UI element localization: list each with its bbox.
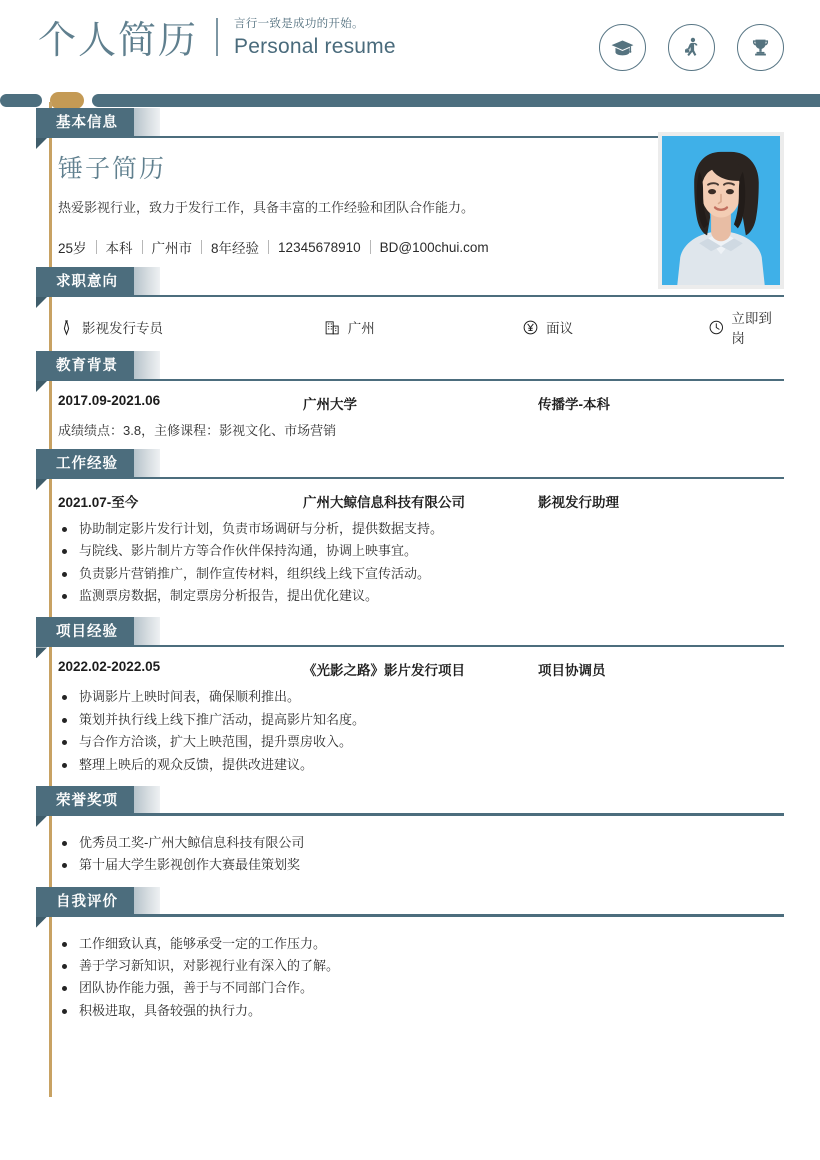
meta-divider (268, 240, 269, 254)
section-tab-extension (134, 617, 160, 647)
tie-icon (58, 319, 75, 336)
project-body (36, 647, 784, 785)
project-name: 《光影之路》影片发行项目 (303, 663, 465, 679)
list-item: 积极进取，具备较强的执行力。 (58, 1000, 784, 1022)
section-self-evaluation (36, 887, 784, 1032)
education-major: 传播学-本科 (538, 397, 610, 412)
work-body (36, 479, 784, 617)
section-basic-info (36, 108, 784, 267)
section-header (36, 351, 784, 381)
education-date: 2017.09-2021.06 (58, 393, 161, 408)
section-tab-extension (134, 786, 160, 816)
list-item: 与院线、影片制片方等合作伙伴保持沟通，协调上映事宜。 (58, 540, 784, 562)
section-work-experience (36, 449, 784, 617)
section-tab-label: 教育背景 (36, 351, 134, 381)
yen-circle-icon (522, 319, 539, 336)
page-title-en: Personal resume (234, 34, 396, 58)
intent-position (58, 317, 324, 337)
meta-experience: 8年经验 (211, 241, 260, 256)
avatar (658, 132, 784, 289)
meta-city: 广州市 (151, 241, 193, 256)
work-date: 2021.07-至今 (58, 495, 139, 510)
meta-phone: 12345678910 (278, 239, 361, 255)
rule-pill-gold (50, 92, 84, 109)
meta-divider (142, 240, 143, 254)
work-company: 广州大鲸信息科技有限公司 (303, 495, 465, 510)
meta-email: BD@100chui.com (379, 239, 489, 255)
section-tab-extension (134, 351, 160, 381)
list-item: 负责影片营销推广，制作宣传材料，组织线上线下宣传活动。 (58, 563, 784, 585)
list-item: 善于学习新知识，对影视行业有深入的了解。 (58, 955, 784, 977)
self-evaluation-body (36, 917, 784, 1032)
intent-position-text: 影视发行专员 (82, 321, 163, 336)
clock-icon (708, 319, 725, 336)
intent-availability-text: 立即到岗 (731, 311, 772, 346)
section-job-intention (36, 267, 784, 351)
section-tab-extension (134, 267, 160, 297)
job-intention-row (36, 297, 784, 351)
education-school: 广州大学 (303, 397, 357, 412)
page-header (0, 0, 820, 88)
section-tab-extension (134, 108, 160, 138)
section-rule (36, 477, 784, 480)
trophy-icon (737, 24, 784, 71)
graduation-cap-icon (599, 24, 646, 71)
project-role: 项目协调员 (538, 663, 606, 679)
section-tab-label: 基本信息 (36, 108, 134, 138)
section-rule (36, 914, 784, 917)
section-rule (36, 645, 784, 648)
businessman-walking-icon (668, 24, 715, 71)
section-tab-label: 工作经验 (36, 449, 134, 479)
list-item: 与合作方洽谈，扩大上映范围，提升票房收入。 (58, 731, 784, 753)
intent-city (324, 317, 522, 337)
list-item: 协助制定影片发行计划，负责市场调研与分析，提供数据支持。 (58, 518, 784, 540)
section-honors (36, 786, 784, 887)
meta-divider (96, 240, 97, 254)
list-item: 团队协作能力强，善于与不同部门合作。 (58, 977, 784, 999)
section-header (36, 617, 784, 647)
page-title: 个人简历 (38, 20, 199, 62)
header-rule-bar (0, 92, 820, 108)
section-header (36, 267, 784, 297)
project-bullet-list (58, 686, 784, 775)
education-detail: 成绩绩点：3.8，主修课程：影视文化、市场营销 (58, 423, 337, 438)
section-education (36, 351, 784, 449)
section-header (36, 887, 784, 917)
meta-degree: 本科 (105, 241, 133, 256)
self-bullet-list (58, 933, 784, 1022)
education-entry-head (58, 393, 784, 413)
meta-divider (370, 240, 371, 254)
basic-info-body (36, 138, 784, 267)
intent-city-text: 广州 (347, 321, 375, 336)
section-tab-extension (134, 887, 160, 917)
work-entry-head (58, 491, 784, 511)
section-header (36, 449, 784, 479)
section-tab-label: 荣誉奖项 (36, 786, 134, 816)
section-rule (36, 813, 784, 816)
section-header (36, 786, 784, 816)
section-tab-extension (134, 449, 160, 479)
rule-pill-teal (0, 94, 42, 107)
intent-availability (708, 307, 784, 347)
project-date: 2022.02-2022.05 (58, 659, 161, 675)
brand-subtitle-block (218, 16, 396, 60)
candidate-intro: 热爱影视行业，致力于发行工作，具备丰富的工作经验和团队合作能力。 (58, 199, 475, 215)
header-icon-group (599, 24, 784, 71)
resume-body (0, 108, 820, 1032)
work-bullet-list (58, 518, 784, 607)
section-tab-label: 求职意向 (36, 267, 134, 297)
building-icon (324, 319, 341, 336)
project-entry-head (58, 659, 784, 679)
honors-bullet-list (58, 832, 784, 877)
list-item: 策划并执行线上线下推广活动，提高影片知名度。 (58, 709, 784, 731)
meta-age: 25岁 (58, 241, 87, 256)
list-item: 优秀员工奖-广州大鲸信息科技有限公司 (58, 832, 784, 854)
work-role: 影视发行助理 (538, 495, 619, 510)
section-rule (36, 379, 784, 382)
rule-bar-long (92, 94, 820, 107)
list-item: 工作细致认真，能够承受一定的工作压力。 (58, 933, 784, 955)
education-body (36, 381, 784, 449)
list-item: 协调影片上映时间表，确保顺利推出。 (58, 686, 784, 708)
intent-salary-text: 面议 (546, 321, 574, 336)
list-item: 监测票房数据，制定票房分析报告，提出优化建议。 (58, 585, 784, 607)
section-tab-label: 自我评价 (36, 887, 134, 917)
candidate-name: 锤子简历 (58, 155, 167, 183)
honors-body (36, 816, 784, 887)
section-tab-label: 项目经验 (36, 617, 134, 647)
section-rule (36, 295, 784, 298)
tagline: 言行一致是成功的开始。 (234, 18, 364, 31)
intent-salary (522, 317, 708, 337)
brand-block (38, 16, 396, 60)
meta-divider (201, 240, 202, 254)
list-item: 第十届大学生影视创作大赛最佳策划奖 (58, 854, 784, 876)
list-item: 整理上映后的观众反馈，提供改进建议。 (58, 754, 784, 776)
section-project-experience (36, 617, 784, 785)
